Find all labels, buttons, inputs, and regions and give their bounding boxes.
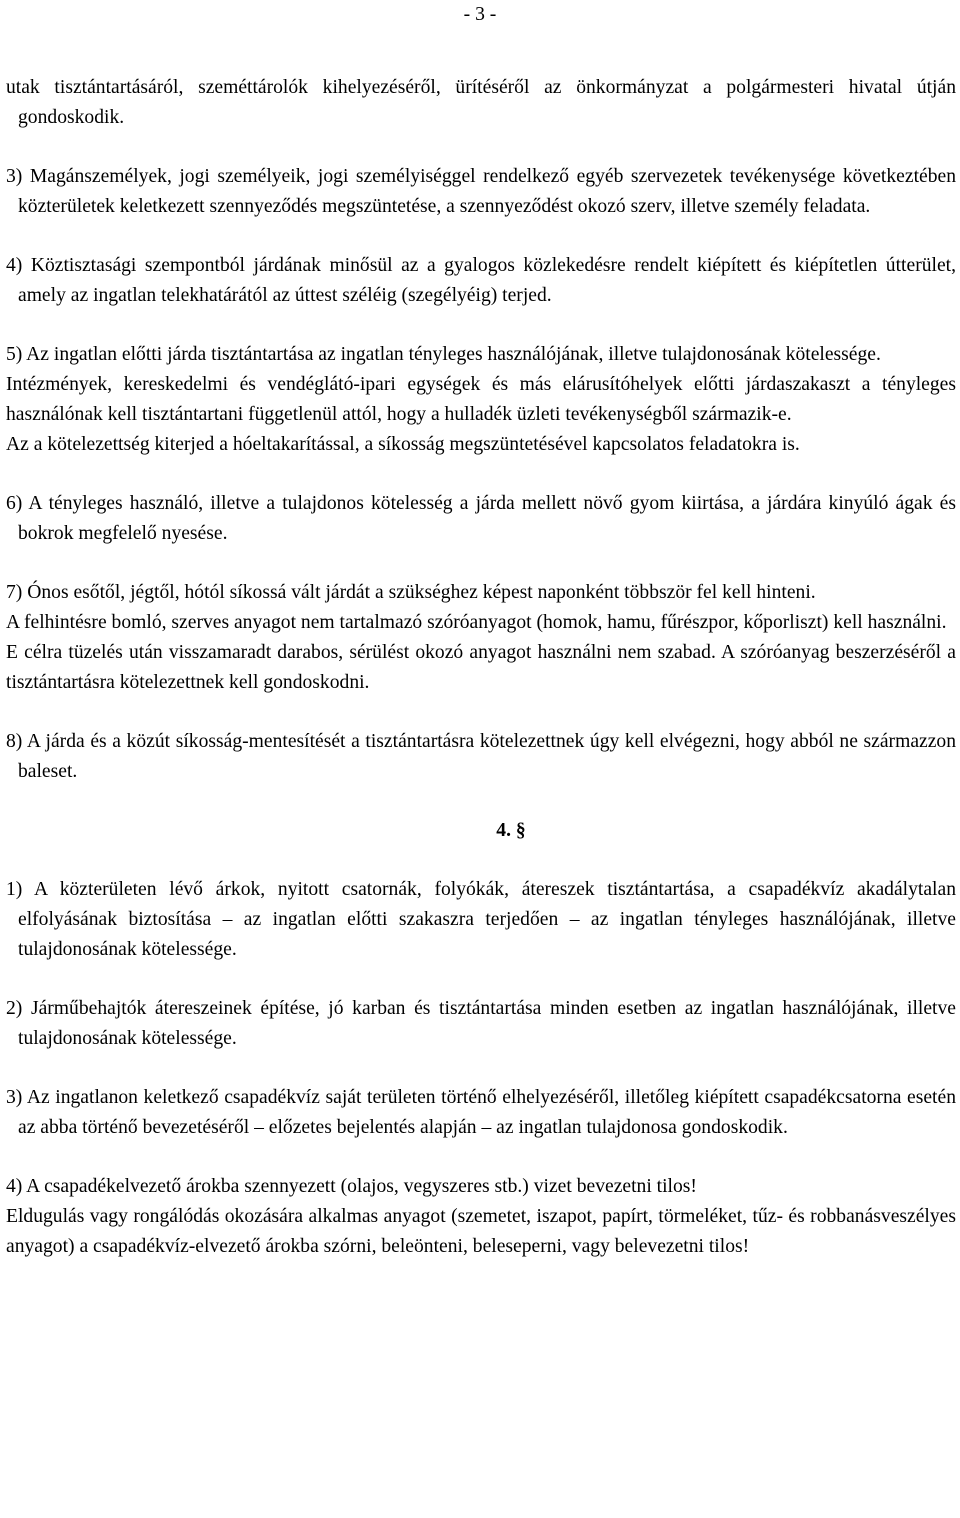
section4-paragraph-2: 2) Járműbehajtók átereszeinek építése, jó karban és tisztántartása minden esetben az ingatlan használójának, illetve tulajdonosának kötelessége.	[6, 998, 956, 1049]
paragraph-8: 8) A járda és a közút síkosság-mentesítését a tisztántartásra kötelezettnek úgy kell elvégezni, hogy abból ne származzon baleset.	[6, 731, 956, 782]
section-heading: 4. §	[496, 820, 526, 841]
paragraph-4: 4) Köztisztasági szempontból járdának minősül az a gyalogos közlekedésre rendelt kiépített és kiépítetlen útterület, amely az ingatlan telekhatárától az úttest széléig (szegélyéig) terjed.	[6, 255, 956, 306]
paragraph-3: 3) Magánszemélyek, jogi személyeik, jogi személyiséggel rendelkező egyéb szervezetek tevékenysége következtében közterületek keletkezett szennyeződés megszüntetése, a szennyeződést okozó szerv, illetve személy feladata.	[6, 166, 956, 217]
paragraph-5-snow: Az a kötelezettség kiterjed a hóeltakarítással, a síkosság megszüntetésével kapcsolatos feladatokra is.	[6, 434, 800, 455]
section4-paragraph-3: 3) Az ingatlanon keletkező csapadékvíz saját területen történő elhelyezéséről, illetőleg kiépített csapadékcsatorna esetén az abba történő bevezetéséről – előzetes bejelentés alapján – az ingatlan tulajdonosa gondoskodik.	[6, 1087, 956, 1138]
paragraph-5-institutions: Intézmények, kereskedelmi és vendéglátó-ipari egységek és más elárusítóhelyek előtti járdaszakaszt a tényleges használónak kell tisztántartani függetlenül attól, hogy a hulladék üzleti tevékenységből származik-e.	[6, 374, 956, 425]
paragraph-5: 5) Az ingatlan előtti járda tisztántartása az ingatlan tényleges használójának, illetve tulajdonosának kötelessége.	[6, 344, 881, 365]
paragraph-7: 7) Ónos esőtől, jégtől, hótól síkossá vált járdát a szükséghez képest naponként többször fel kell hinteni.	[6, 582, 816, 603]
section4-paragraph-4-clogging: Eldugulás vagy rongálódás okozására alkalmas anyagot (szemetet, iszapot, papírt, törmeléket, tűz- és robbanásveszélyes anyagot) a csapadékvíz-elvezető árokba szórni, beleönteni, beleseperni, vagy belevezetni tilos!	[6, 1206, 956, 1257]
paragraph-6: 6) A tényleges használó, illetve a tulajdonos kötelesség a járda mellett növő gyom kiirtása, a járdára kinyúló ágak és bokrok megfelelő nyesése.	[6, 493, 956, 544]
page-number: - 3 -	[463, 4, 497, 25]
section4-paragraph-1: 1) A közterületen lévő árkok, nyitott csatornák, folyókák, átereszek tisztántartása, a csapadékvíz akadálytalan elfolyásának biztosítása – az ingatlan előtti szakaszra terjedően – az ingatlan tényleges használójának, illetve tulajdonosának kötelessége.	[6, 879, 956, 960]
paragraph-intro-continuation: utak tisztántartásáról, szeméttárolók kihelyezéséről, ürítéséről az önkormányzat a polgármesteri hivatal útján gondoskodik.	[6, 77, 956, 128]
section4-paragraph-4: 4) A csapadékelvezető árokba szennyezett (olajos, vegyszeres stb.) vizet bevezetni tilos!	[6, 1176, 697, 1197]
paragraph-7-material: A felhintésre bomló, szerves anyagot nem tartalmazó szóróanyagot (homok, hamu, fűrészpor, kőporliszt) kell használni.	[6, 612, 947, 633]
document-body	[6, 73, 956, 1262]
paragraph-7-ash: E célra tüzelés után visszamaradt darabos, sérülést okozó anyagot használni nem szabad. A szóróanyag beszerzéséről a tisztántartásra kötelezettnek kell gondoskodni.	[6, 642, 956, 693]
